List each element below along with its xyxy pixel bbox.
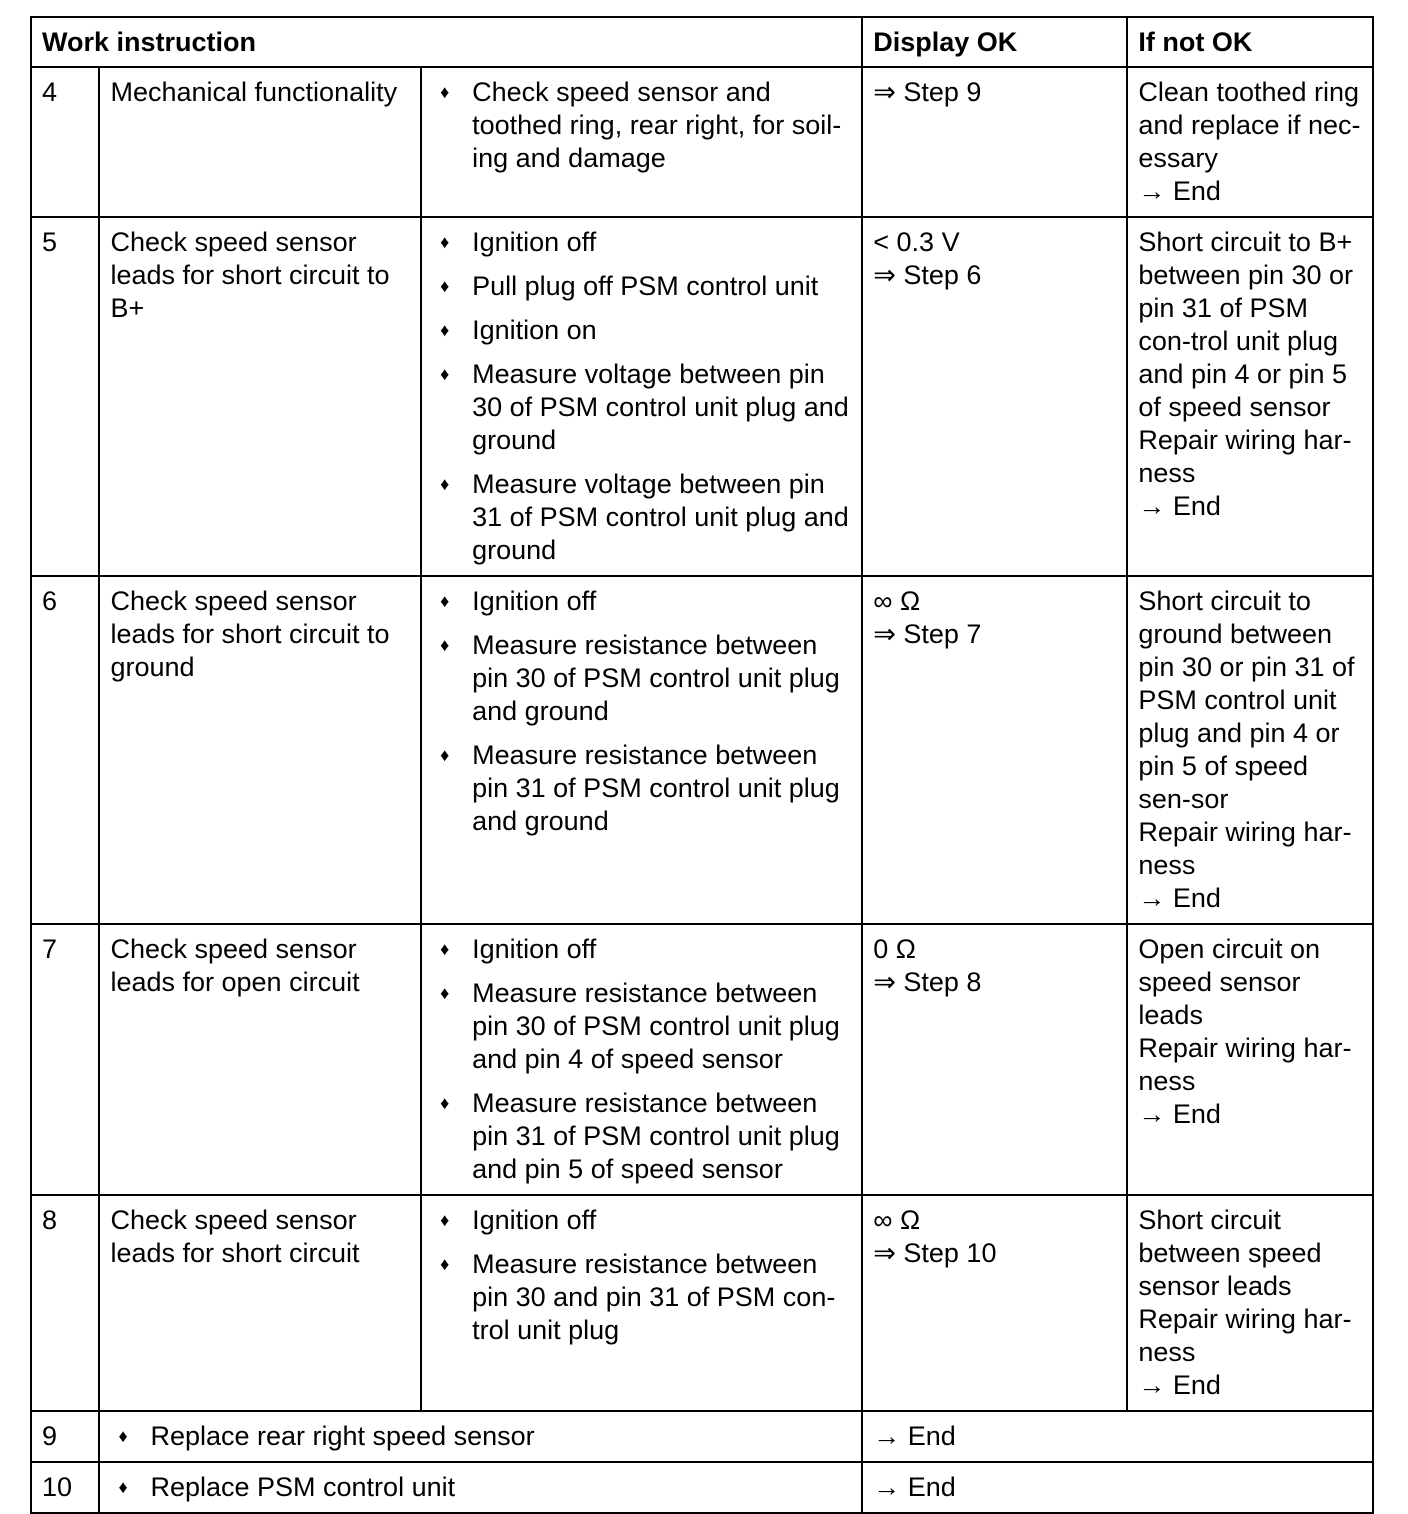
step-description: Mechanical functionality bbox=[99, 67, 421, 217]
action-item: ♦ Pull plug off PSM control unit bbox=[440, 271, 819, 301]
step-description: Check speed sensor leads for short circuit bbox=[99, 1195, 421, 1411]
bullet-icon: ♦ bbox=[440, 1254, 450, 1274]
action-item: ♦ Ignition off bbox=[440, 934, 597, 964]
bullet-icon: ♦ bbox=[440, 320, 450, 340]
bullet-icon: ♦ bbox=[118, 1477, 128, 1497]
step-actions bbox=[99, 1462, 862, 1513]
bullet-icon: ♦ bbox=[440, 276, 450, 296]
action-item: ♦ Measure resistance between pin 30 of PSM control unit plug and ground bbox=[440, 630, 840, 726]
action-item: ♦ Measure resistance between pin 31 of PSM control unit plug and ground bbox=[440, 740, 840, 836]
step-number: 5 bbox=[31, 217, 99, 576]
display-ok-value: ∞ Ω ⇒ Step 7 bbox=[862, 576, 1127, 924]
display-ok-value: ⇒ Step 9 bbox=[862, 67, 1127, 217]
step-number: 4 bbox=[31, 67, 99, 217]
step-description: Check speed sensor leads for open circuit bbox=[99, 924, 421, 1195]
step-actions bbox=[421, 67, 862, 217]
display-ok-value: → End bbox=[862, 1411, 1373, 1462]
if-not-ok-value: Short circuit between speed sensor leads Repair wiring har-ness → End bbox=[1127, 1195, 1373, 1411]
step-number: 10 bbox=[31, 1462, 99, 1513]
header-if-not-ok: If not OK bbox=[1127, 17, 1373, 67]
action-item: ♦ Replace rear right speed sensor bbox=[118, 1421, 535, 1451]
display-ok-value: 0 Ω ⇒ Step 8 bbox=[862, 924, 1127, 1195]
action-item: ♦ Measure resistance between pin 30 of PSM control unit plug and pin 4 of speed sensor bbox=[440, 978, 840, 1074]
action-item: ♦ Measure resistance between pin 30 and pin 31 of PSM con-trol unit plug bbox=[440, 1249, 836, 1345]
display-ok-value: < 0.3 V ⇒ Step 6 bbox=[862, 217, 1127, 576]
action-item: ♦ Measure resistance between pin 31 of PSM control unit plug and pin 5 of speed sensor bbox=[440, 1088, 840, 1184]
step-number: 8 bbox=[31, 1195, 99, 1411]
display-ok-value: ∞ Ω ⇒ Step 10 bbox=[862, 1195, 1127, 1411]
action-item: ♦ Ignition off bbox=[440, 586, 597, 616]
table-row bbox=[31, 1462, 1373, 1513]
bullet-icon: ♦ bbox=[440, 591, 450, 611]
if-not-ok-value: Short circuit to B+ between pin 30 or pin 31 of PSM con-trol unit plug and pin 4 or pin 5 of speed sensor Repair wiring har-ness → End bbox=[1127, 217, 1373, 576]
bullet-icon: ♦ bbox=[440, 939, 450, 959]
table-row bbox=[31, 1411, 1373, 1462]
bullet-icon: ♦ bbox=[440, 745, 450, 765]
bullet-icon: ♦ bbox=[440, 1210, 450, 1230]
header-row bbox=[31, 17, 1373, 67]
step-actions bbox=[421, 217, 862, 576]
if-not-ok-value: Open circuit on speed sensor leads Repair wiring har-ness → End bbox=[1127, 924, 1373, 1195]
action-item: ♦ Ignition on bbox=[440, 315, 597, 345]
step-number: 9 bbox=[31, 1411, 99, 1462]
action-item: ♦ Ignition off bbox=[440, 227, 597, 257]
bullet-icon: ♦ bbox=[440, 983, 450, 1003]
bullet-icon: ♦ bbox=[440, 635, 450, 655]
step-number: 6 bbox=[31, 576, 99, 924]
table-row bbox=[31, 576, 1373, 924]
step-description: Check speed sensor leads for short circuit to ground bbox=[99, 576, 421, 924]
if-not-ok-value: Clean toothed ring and replace if nec-essary → End bbox=[1127, 67, 1373, 217]
step-actions bbox=[421, 1195, 862, 1411]
action-item: ♦ Measure voltage between pin 31 of PSM control unit plug and ground bbox=[440, 469, 849, 565]
step-actions bbox=[421, 576, 862, 924]
action-item: ♦ Replace PSM control unit bbox=[118, 1472, 456, 1502]
bullet-icon: ♦ bbox=[440, 1093, 450, 1113]
table-row bbox=[31, 924, 1373, 1195]
table-row bbox=[31, 217, 1373, 576]
step-number: 7 bbox=[31, 924, 99, 1195]
if-not-ok-value: Short circuit to ground between pin 30 or pin 31 of PSM control unit plug and pin 4 or pin 5 of speed sen-sor Repair wiring har-ness → End bbox=[1127, 576, 1373, 924]
step-description: Check speed sensor leads for short circuit to B+ bbox=[99, 217, 421, 576]
bullet-icon: ♦ bbox=[440, 474, 450, 494]
action-item: ♦ Ignition off bbox=[440, 1205, 597, 1235]
action-item: ♦ Measure voltage between pin 30 of PSM control unit plug and ground bbox=[440, 359, 849, 455]
work-instruction-table bbox=[30, 16, 1374, 1514]
step-actions bbox=[421, 924, 862, 1195]
table-row bbox=[31, 67, 1373, 217]
step-actions bbox=[99, 1411, 862, 1462]
action-item: ♦ Check speed sensor and toothed ring, rear right, for soil-ing and damage bbox=[440, 77, 842, 173]
table-row bbox=[31, 1195, 1373, 1411]
header-display-ok: Display OK bbox=[862, 17, 1127, 67]
display-ok-value: → End bbox=[862, 1462, 1373, 1513]
header-work-instruction: Work instruction bbox=[31, 17, 862, 67]
bullet-icon: ♦ bbox=[440, 364, 450, 384]
bullet-icon: ♦ bbox=[118, 1426, 128, 1446]
bullet-icon: ♦ bbox=[440, 82, 450, 102]
bullet-icon: ♦ bbox=[440, 232, 450, 252]
